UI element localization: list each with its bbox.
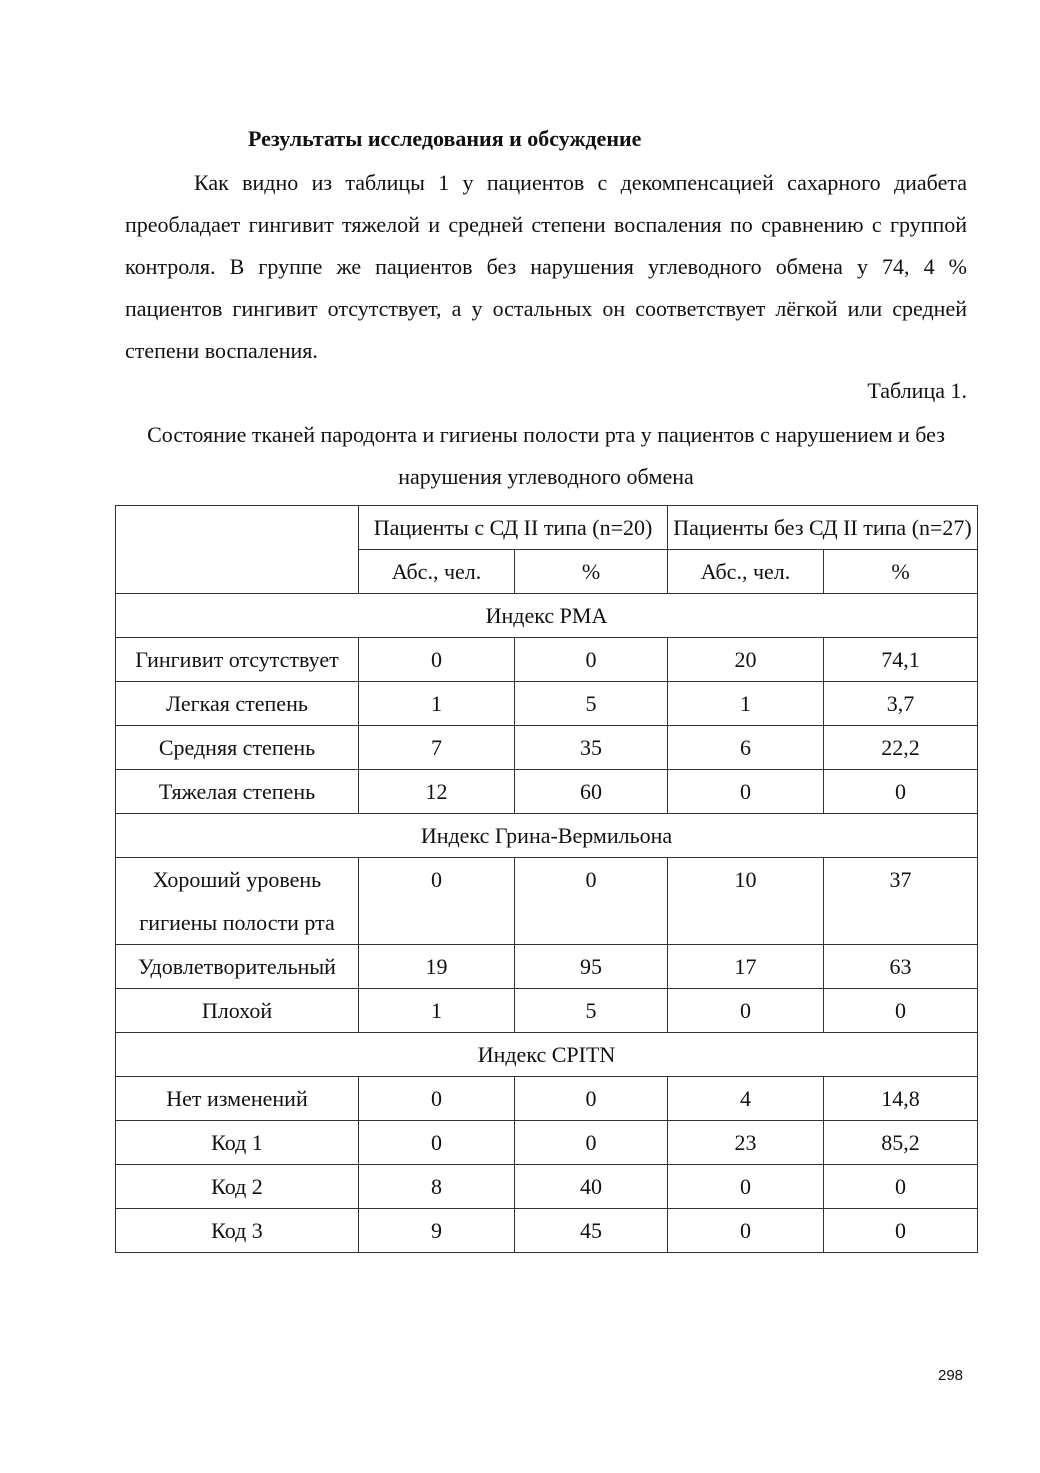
table-cell: 63 <box>824 945 978 989</box>
section-title: Индекс CPITN <box>116 1033 978 1077</box>
row-label: Нет изменений <box>116 1077 359 1121</box>
table-cell: 3,7 <box>824 682 978 726</box>
table-row <box>116 682 978 726</box>
table-cell: 37 <box>824 858 978 945</box>
table-cell: 1 <box>668 682 824 726</box>
row-label: Код 2 <box>116 1165 359 1209</box>
section-row <box>116 1033 978 1077</box>
table-cell: 85,2 <box>824 1121 978 1165</box>
table-cell: 74,1 <box>824 638 978 682</box>
table-cell: 0 <box>359 1077 515 1121</box>
table-cell: 0 <box>824 770 978 814</box>
table-cell: 0 <box>824 1165 978 1209</box>
table-row <box>116 1165 978 1209</box>
table-cell: 0 <box>824 1209 978 1253</box>
section-row <box>116 814 978 858</box>
table-cell: 1 <box>359 989 515 1033</box>
table-cell: 0 <box>824 989 978 1033</box>
table-cell: 35 <box>515 726 668 770</box>
subheader-abs-1: Абс., чел. <box>359 550 515 594</box>
table-cell: 5 <box>515 989 668 1033</box>
table-cell: 0 <box>668 1165 824 1209</box>
table-cell: 8 <box>359 1165 515 1209</box>
header-empty-cell <box>116 506 359 594</box>
table-number: Таблица 1. <box>867 378 967 403</box>
table-caption: Состояние тканей пародонта и гигиены полости рта у пациентов с нарушением и без нарушения углеводного обмена <box>147 422 945 489</box>
table-cell: 4 <box>668 1077 824 1121</box>
row-label: Плохой <box>116 989 359 1033</box>
table-row <box>116 726 978 770</box>
results-table <box>115 505 978 1253</box>
table-row <box>116 858 978 945</box>
table-row <box>116 989 978 1033</box>
table-row <box>116 770 978 814</box>
row-label: Средняя степень <box>116 726 359 770</box>
table-cell: 0 <box>359 858 515 945</box>
table-cell: 40 <box>515 1165 668 1209</box>
group2-header: Пациенты без СД II типа (n=27) <box>668 506 978 550</box>
table-cell: 7 <box>359 726 515 770</box>
table-row <box>116 1077 978 1121</box>
section-heading: Результаты исследования и обсуждение <box>248 126 642 151</box>
table-cell: 0 <box>515 858 668 945</box>
table-cell: 0 <box>668 1209 824 1253</box>
table-cell: 20 <box>668 638 824 682</box>
row-label: Код 1 <box>116 1121 359 1165</box>
table-header-row <box>116 506 978 550</box>
table-cell: 95 <box>515 945 668 989</box>
page-number: 298 <box>938 1367 964 1384</box>
table-cell: 0 <box>515 1077 668 1121</box>
subheader-abs-2: Абс., чел. <box>668 550 824 594</box>
table-row <box>116 638 978 682</box>
table-cell: 45 <box>515 1209 668 1253</box>
table-row <box>116 1121 978 1165</box>
table-cell: 0 <box>359 638 515 682</box>
subheader-percent-2: % <box>824 550 978 594</box>
table-cell: 14,8 <box>824 1077 978 1121</box>
row-label: Хороший уровень гигиены полости рта <box>116 858 359 945</box>
table-cell: 0 <box>515 1121 668 1165</box>
table-cell: 60 <box>515 770 668 814</box>
body-paragraph: Как видно из таблицы 1 у пациентов с декомпенсацией сахарного диабета преобладает гингивит тяжелой и средней степени воспаления по сравнению с группой контроля. В группе же пациентов без нарушения углеводного обмена у 74, 4 % пациентов гингивит отсутствует, а у остальных он соответствует лёгкой или средней степени воспаления. <box>125 170 967 363</box>
row-label: Удовлетворительный <box>116 945 359 989</box>
table-cell: 0 <box>515 638 668 682</box>
section-title: Индекс PMA <box>116 594 978 638</box>
row-label: Тяжелая степень <box>116 770 359 814</box>
table-cell: 23 <box>668 1121 824 1165</box>
table-cell: 17 <box>668 945 824 989</box>
table-cell: 0 <box>668 770 824 814</box>
subheader-percent-1: % <box>515 550 668 594</box>
table-cell: 1 <box>359 682 515 726</box>
row-label: Гингивит отсутствует <box>116 638 359 682</box>
table-cell: 6 <box>668 726 824 770</box>
table-cell: 0 <box>668 989 824 1033</box>
table-cell: 5 <box>515 682 668 726</box>
row-label: Код 3 <box>116 1209 359 1253</box>
table-cell: 19 <box>359 945 515 989</box>
table-cell: 22,2 <box>824 726 978 770</box>
row-label: Легкая степень <box>116 682 359 726</box>
group1-header: Пациенты с СД II типа (n=20) <box>359 506 668 550</box>
section-title: Индекс Грина-Вермильона <box>116 814 978 858</box>
table-row <box>116 1209 978 1253</box>
table-cell: 0 <box>359 1121 515 1165</box>
table-cell: 9 <box>359 1209 515 1253</box>
section-row <box>116 594 978 638</box>
table-cell: 10 <box>668 858 824 945</box>
table-cell: 12 <box>359 770 515 814</box>
table-row <box>116 945 978 989</box>
